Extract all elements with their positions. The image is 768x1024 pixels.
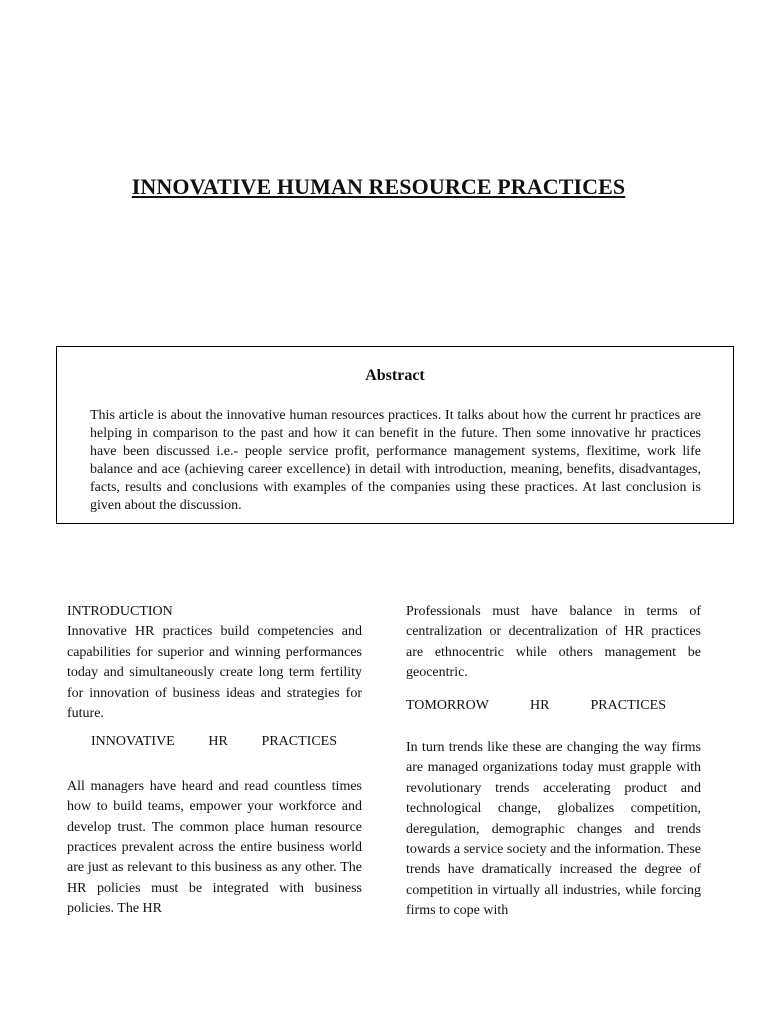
heading-word: TOMORROW bbox=[406, 697, 489, 713]
abstract-box bbox=[56, 346, 734, 524]
abstract-heading: Abstract bbox=[365, 367, 425, 384]
right-column bbox=[406, 602, 701, 922]
introduction-paragraph: Innovative HR practices build competencies and capabilities for superior and winning performances today and simultaneously create long term fertility for innovation of business ideas and strategies for future. bbox=[67, 624, 362, 722]
tomorrow-hr-practices-heading bbox=[406, 696, 666, 716]
heading-word: INNOVATIVE bbox=[91, 734, 175, 750]
innovative-hr-practices-heading bbox=[67, 732, 337, 752]
heading-word: PRACTICES bbox=[261, 734, 337, 750]
tomorrow-hr-paragraph: In turn trends like these are changing the way firms are managed organizations today must grapple with revolutionary trends accelerating product and technological change, globalizes competition, deregulation, demographic changes and trends towards a service society and the information. These trends have dramatically increased the degree of competition in virtually all industries, while forcing firms to cope with bbox=[406, 740, 701, 919]
professionals-paragraph: Professionals must have balance in terms of centralization or decentralization of HR practices are ethnocentric while others management be geocentric. bbox=[406, 604, 701, 681]
heading-word: HR bbox=[530, 697, 550, 713]
introduction-heading: INTRODUCTION bbox=[67, 604, 173, 619]
innovative-hr-paragraph: All managers have heard and read countless times how to build teams, empower your workforce and develop trust. The common place human resource practices prevalent across the entire business world are just as relevant to this business as any other. The HR policies must be integrated with business policies. The HR bbox=[67, 778, 362, 917]
left-column bbox=[67, 602, 362, 920]
heading-word: HR bbox=[208, 734, 228, 750]
heading-word: PRACTICES bbox=[590, 697, 666, 713]
abstract-text: This article is about the innovative human resources practices. It talks about how the current hr practices are helping in comparison to the past and how it can benefit in the future. Then some innovative hr practices have been discussed i.e.- people service profit, performance management systems, flexitime, work life balance and ace (achieving career excellence) in detail with introduction, meaning, benefits, disadvantages, facts, results and conclusions with examples of the companies using these practices. At last conclusion is given about the discussion. bbox=[90, 408, 701, 513]
document-title: INNOVATIVE HUMAN RESOURCE PRACTICES bbox=[131, 174, 626, 199]
